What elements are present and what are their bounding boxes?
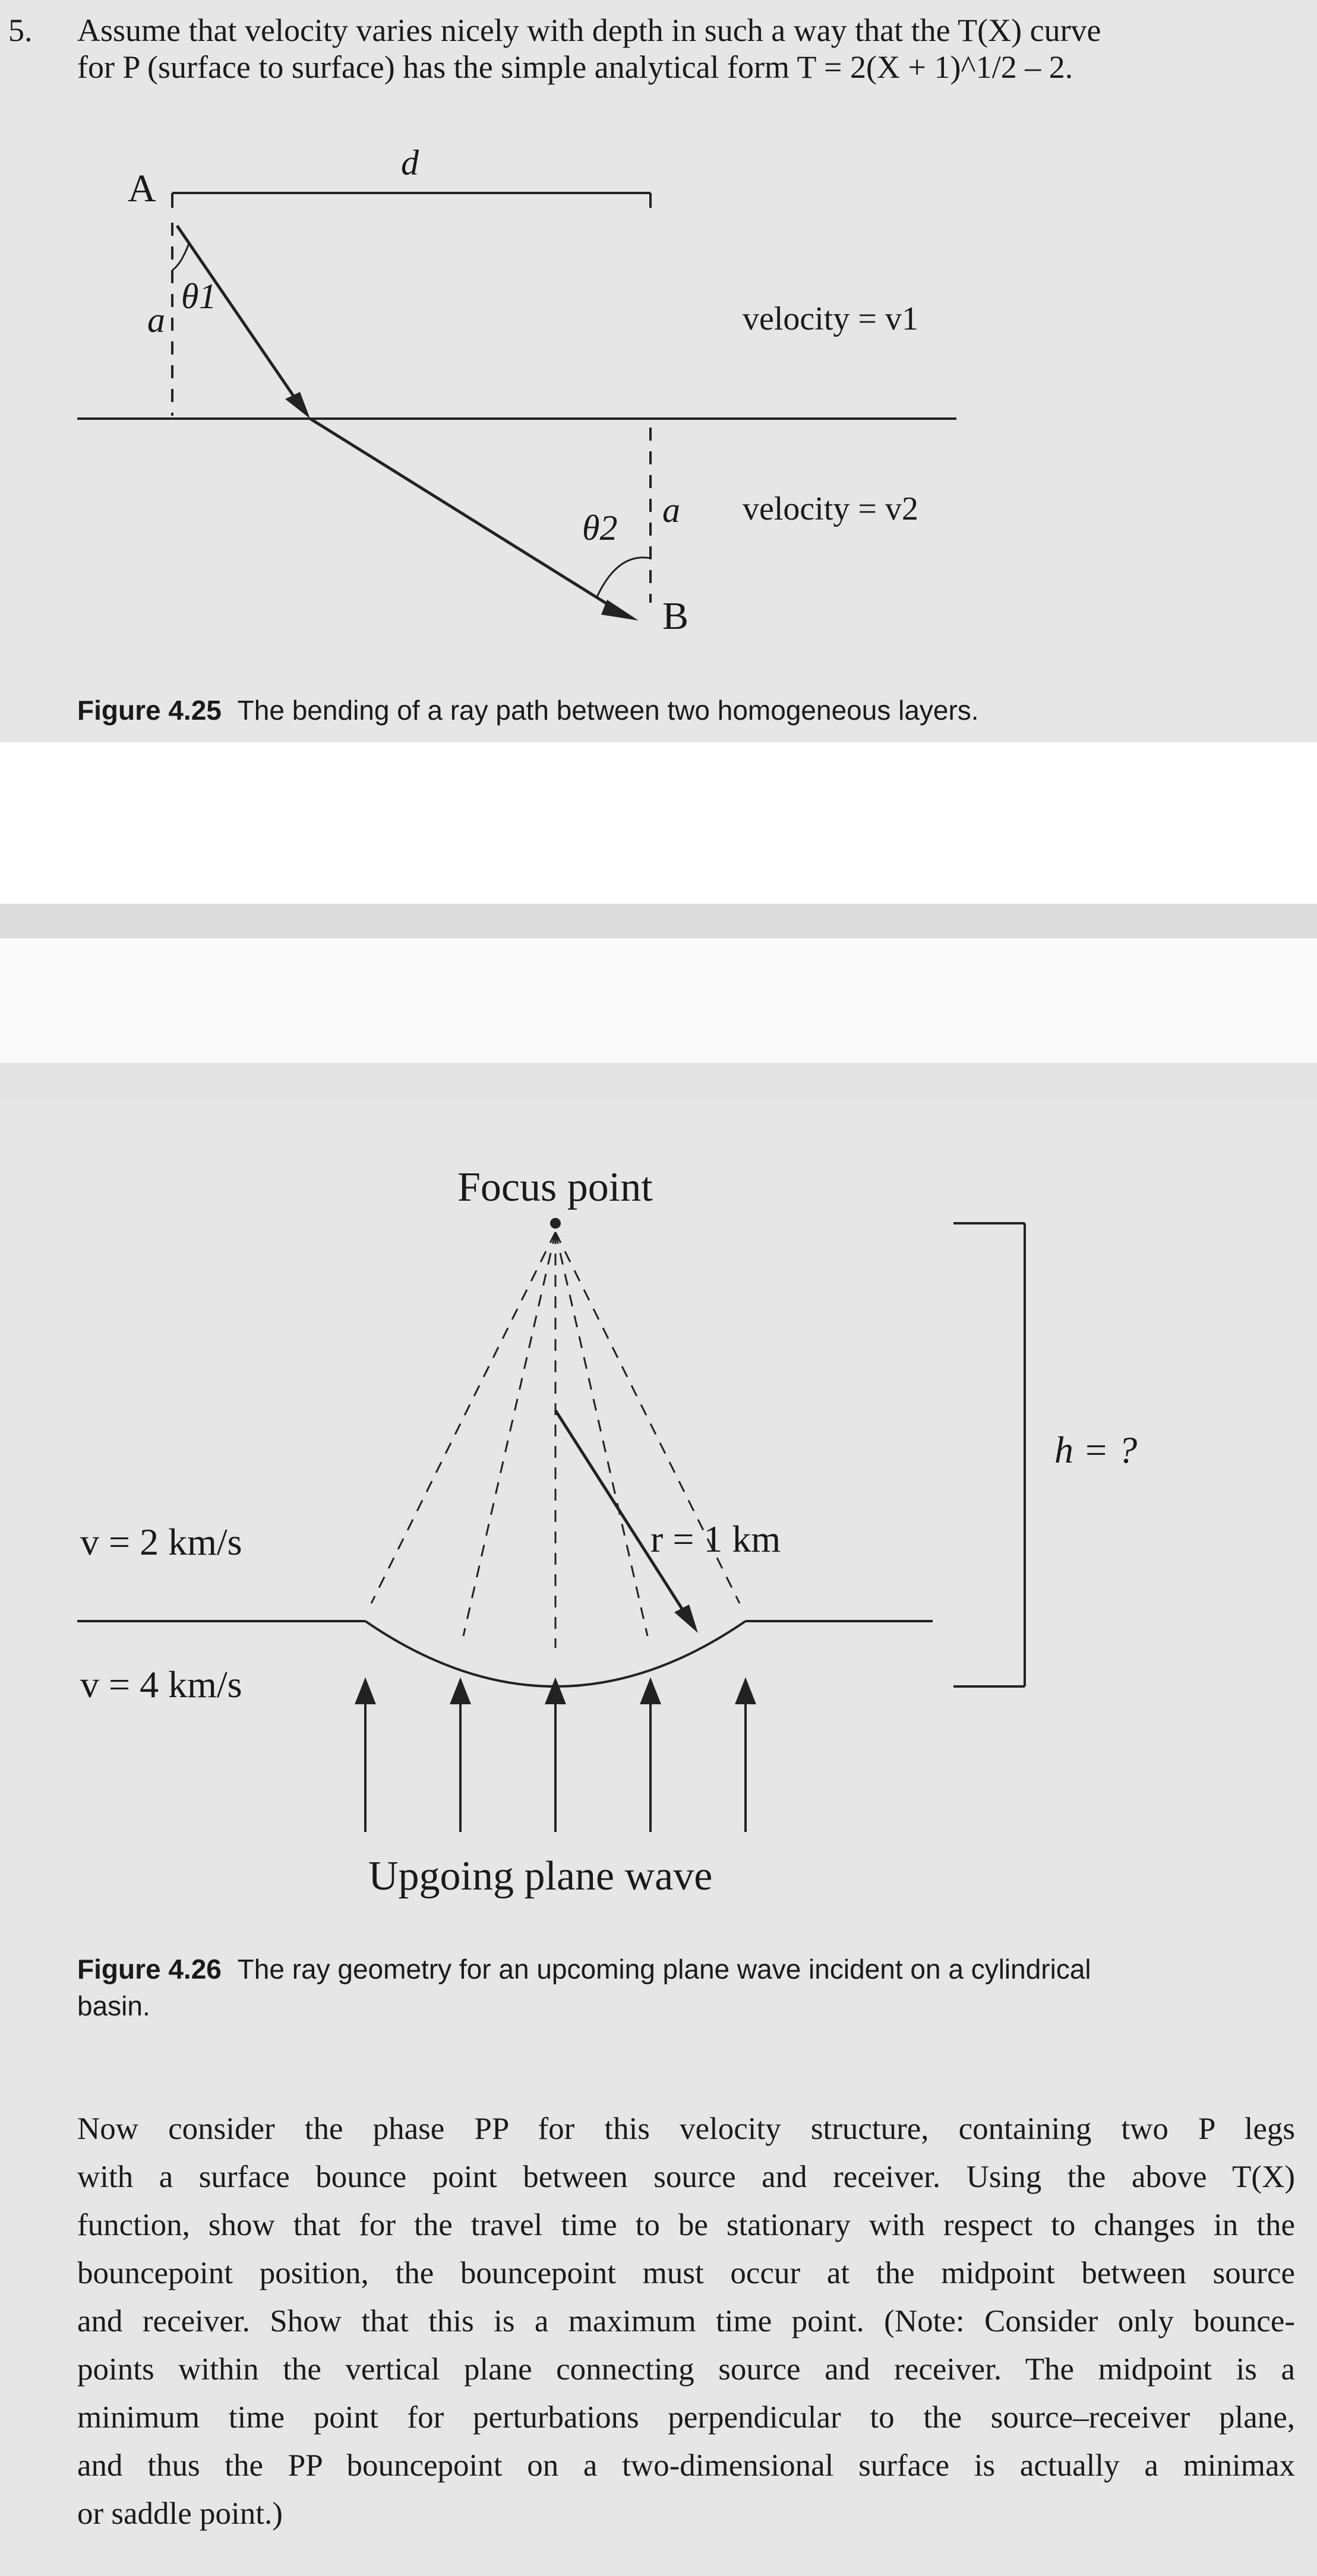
- body-line: minimum time point for perturbations perpendicular to the source–receiver plane,: [77, 2400, 1295, 2435]
- caption-number: Figure 4.26: [77, 1954, 222, 1985]
- label-a-top: a: [147, 300, 165, 340]
- h-label: h = ?: [1054, 1429, 1138, 1471]
- caption-text: The bending of a ray path between two homogeneous layers.: [237, 695, 979, 726]
- page-edge-line-2: [0, 1063, 1317, 1099]
- page-gap-2: [0, 938, 1317, 1063]
- label-velocity-v1: velocity = v1: [743, 300, 918, 337]
- body-paragraph: [77, 2105, 1295, 2538]
- label-A: A: [128, 167, 156, 210]
- page-edge-line: [0, 904, 1317, 938]
- focus-point-label: Focus point: [457, 1164, 653, 1210]
- label-d: d: [401, 143, 419, 182]
- label-theta2: θ2: [582, 508, 618, 548]
- figure-4-25-caption: [77, 692, 979, 729]
- figure-4-25-diagram: [0, 131, 1317, 665]
- label-theta1: θ1: [181, 277, 217, 316]
- caption-line-2: basin.: [77, 1990, 150, 2021]
- body-line: bouncepoint position, the bouncepoint must occur at the midpoint between source: [77, 2256, 1295, 2290]
- label-velocity-v2: velocity = v2: [743, 490, 918, 527]
- caption-line-1: The ray geometry for an upcoming plane wave incident on a cylindrical: [237, 1954, 1091, 1985]
- problem-number: 5.: [8, 12, 33, 48]
- body-line: and receiver. Show that this is a maximum time point. (Note: Consider only bounce-: [77, 2304, 1295, 2338]
- body-line: with a surface bounce point between source and receiver. Using the above T(X): [77, 2160, 1295, 2194]
- body-line: and thus the PP bouncepoint on a two-dimensional surface is actually a minimax: [77, 2448, 1295, 2483]
- caption-number: Figure 4.25: [77, 695, 222, 726]
- body-line: points within the vertical plane connecting source and receiver. The midpoint is a: [77, 2352, 1295, 2387]
- problem-line-2: for P (surface to surface) has the simple analytical form T = 2(X + 1)^1/2 – 2.: [77, 49, 1073, 85]
- upgoing-wave-label: Upgoing plane wave: [368, 1853, 713, 1899]
- body-line: function, show that for the travel time to be stationary with respect to changes in the: [77, 2208, 1295, 2242]
- label-a-bottom: a: [662, 490, 680, 530]
- radius-label: r = 1 km: [650, 1518, 781, 1560]
- figure-4-26-caption: [77, 1951, 1295, 2024]
- page-gap-1: [0, 742, 1317, 904]
- body-line: Now consider the phase PP for this velocity structure, containing two P legs: [77, 2112, 1295, 2146]
- body-line: or saddle point.): [77, 2496, 283, 2531]
- velocity-top-label: v = 2 km/s: [80, 1521, 242, 1563]
- velocity-bottom-label: v = 4 km/s: [80, 1663, 242, 1705]
- problem-line-1: Assume that velocity varies nicely with depth in such a way that the T(X) curve: [77, 12, 1101, 48]
- label-B: B: [662, 594, 689, 638]
